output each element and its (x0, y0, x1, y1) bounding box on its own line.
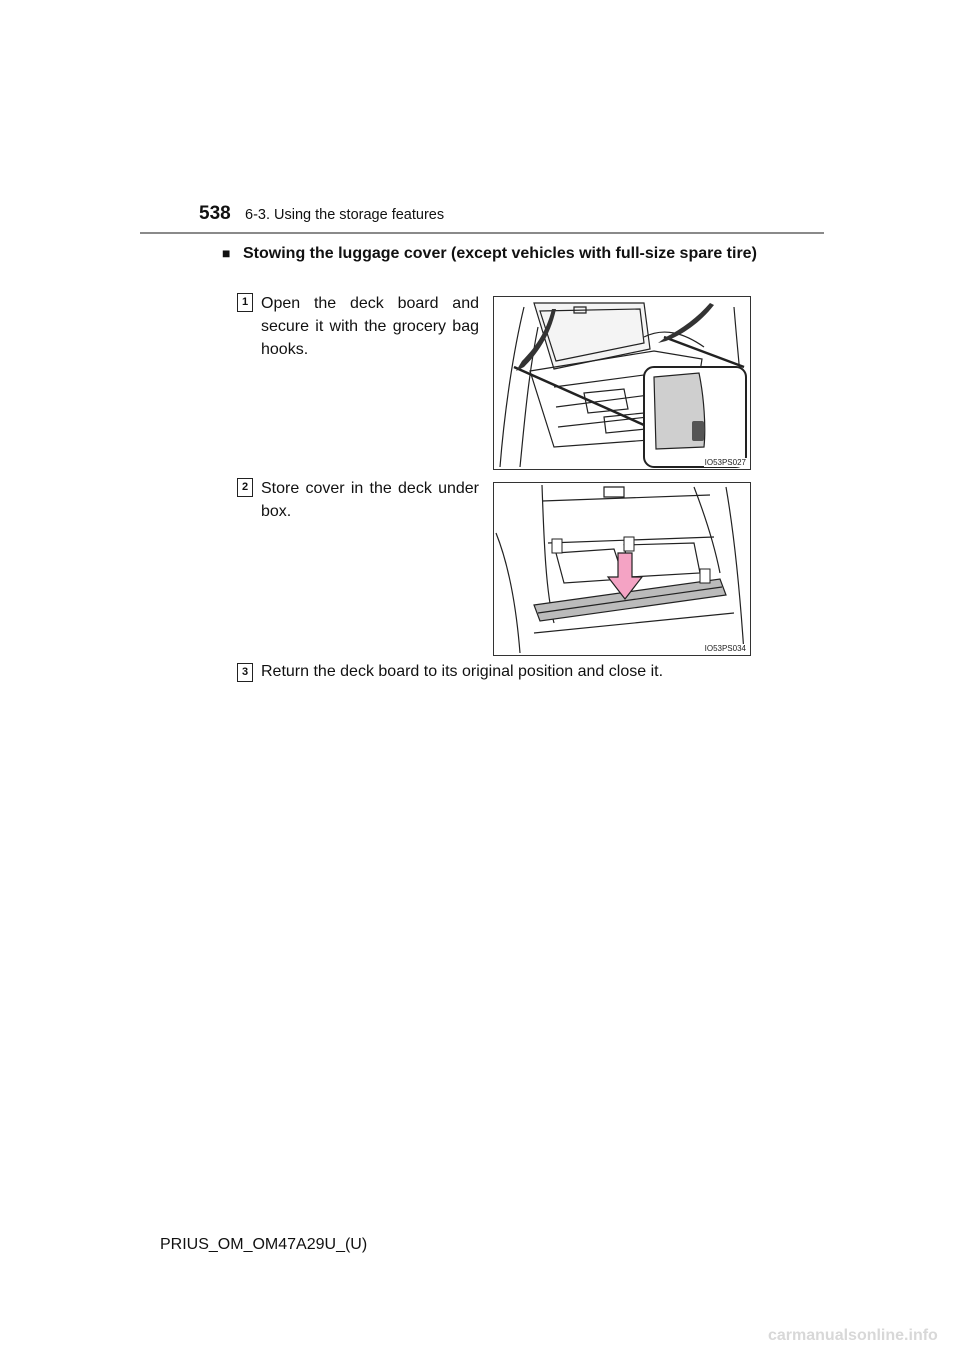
watermark: carmanualsonline.info (768, 1327, 938, 1344)
figure-store-cover (493, 482, 751, 656)
step-3-number: 3 (237, 663, 253, 682)
figure-code-1: IO53PS027 (704, 458, 746, 467)
page-number: 538 (199, 203, 231, 224)
section-title: 6-3. Using the storage features (245, 207, 445, 223)
document-code: PRIUS_OM_OM47A29U_(U) (160, 1236, 368, 1253)
step-3-text: Return the deck board to its original position and close it. (261, 663, 664, 680)
square-bullet-icon: ■ (222, 245, 231, 261)
deck-board-open-illustration (494, 297, 750, 469)
step-1-text: Open the deck board and secure it with the grocery bag hooks. (261, 295, 479, 358)
step-2-text: Store cover in the deck under box. (261, 480, 479, 520)
step-1-number: 1 (237, 293, 253, 312)
figure-open-deck-board (493, 296, 751, 470)
subheading (222, 242, 762, 265)
header-divider (140, 232, 824, 234)
store-cover-illustration (494, 483, 750, 655)
subheading-text: Stowing the luggage cover (except vehicles with full-size spare tire) (243, 245, 757, 262)
step-2-number: 2 (237, 478, 253, 497)
figure-code-2: IO53PS034 (704, 644, 746, 653)
